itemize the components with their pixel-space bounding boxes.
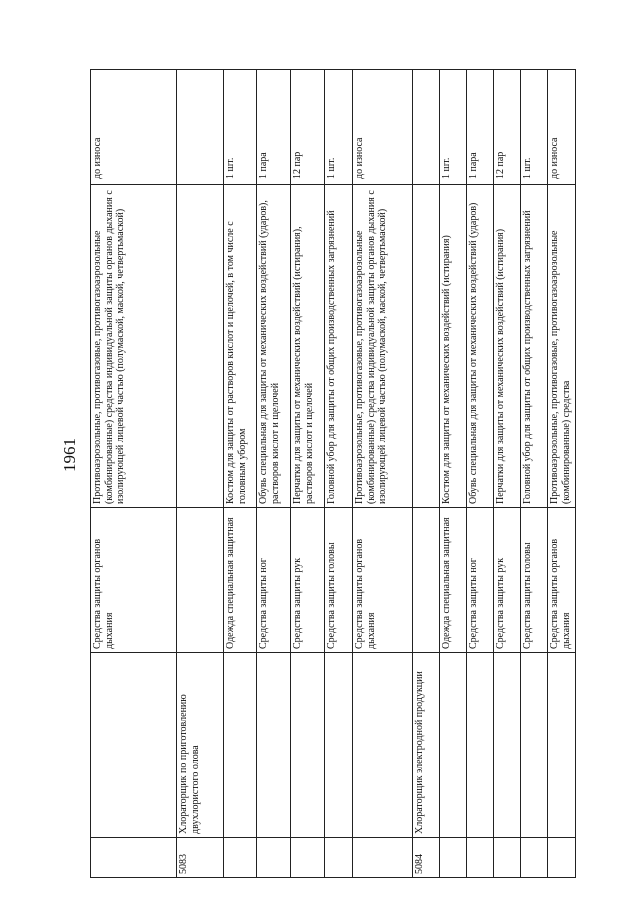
- description-cell: Костюм для защиты от механических воздействий (истирания): [440, 185, 467, 508]
- code-cell: [353, 838, 413, 878]
- rotated-table-wrapper: [90, 70, 572, 878]
- quantity-cell: 1 шт.: [440, 70, 467, 185]
- table-row: [353, 70, 413, 878]
- category-cell: [177, 508, 224, 653]
- table-row: [521, 70, 548, 878]
- table-row: [291, 70, 325, 878]
- code-cell: [494, 838, 521, 878]
- category-cell: Средства защиты органов дыхания: [91, 508, 177, 653]
- table-row: [325, 70, 353, 878]
- description-cell: Противоаэрозольные, противогазовые, противогазоаэрозольные (комбинированные) средства: [548, 185, 576, 508]
- category-cell: Средства защиты ног: [257, 508, 291, 653]
- code-cell: [291, 838, 325, 878]
- category-cell: Средства защиты рук: [291, 508, 325, 653]
- category-cell: Одежда специальная защитная: [224, 508, 257, 653]
- quantity-cell: 12 пар: [291, 70, 325, 185]
- description-cell: Перчатки для защиты от механических воздействий (истирания), растворов кислот и щелочей: [291, 185, 325, 508]
- description-cell: Перчатки для защиты от механических воздействий (истирания): [494, 185, 521, 508]
- description-cell: Обувь специальная для защиты от механических воздействий (ударов), растворов кислот и щелочей: [257, 185, 291, 508]
- quantity-cell: до износа: [91, 70, 177, 185]
- description-cell: Костюм для защиты от растворов кислот и щелочей, в том числе с головным убором: [224, 185, 257, 508]
- table-row: [413, 70, 440, 878]
- table-row: [548, 70, 576, 878]
- description-cell: Противоаэрозольные, противогазовые, противогазоаэрозольные (комбинированные) средства индивидуальной защиты органов дыхания с изолирующей лицевой частью (полумаской, маской, четвертьмаской): [353, 185, 413, 508]
- category-cell: Средства защиты головы: [325, 508, 353, 653]
- quantity-cell: 12 пар: [494, 70, 521, 185]
- table-row: [494, 70, 521, 878]
- quantity-cell: до износа: [353, 70, 413, 185]
- description-cell: [177, 185, 224, 508]
- profession-cell: [467, 653, 494, 838]
- quantity-cell: 1 шт.: [521, 70, 548, 185]
- profession-cell: [91, 653, 177, 838]
- quantity-cell: 1 шт.: [325, 70, 353, 185]
- page-number: 1961: [60, 438, 79, 472]
- description-cell: Головной убор для защиты от общих производственных загрязнений: [325, 185, 353, 508]
- table-row: [91, 70, 177, 878]
- quantity-cell: 1 пара: [467, 70, 494, 185]
- description-cell: Головной убор для защиты от общих производственных загрязнений: [521, 185, 548, 508]
- category-cell: Средства защиты рук: [494, 508, 521, 653]
- profession-cell: [521, 653, 548, 838]
- category-cell: Средства защиты ног: [467, 508, 494, 653]
- table-row: [467, 70, 494, 878]
- category-cell: Одежда специальная защитная: [440, 508, 467, 653]
- code-cell: [224, 838, 257, 878]
- description-cell: [413, 185, 440, 508]
- table-row: [440, 70, 467, 878]
- code-cell: [91, 838, 177, 878]
- profession-cell: Хлораторщик электродной продукции: [413, 653, 440, 838]
- table-row: [257, 70, 291, 878]
- profession-cell: [353, 653, 413, 838]
- quantity-cell: [413, 70, 440, 185]
- profession-cell: [325, 653, 353, 838]
- profession-cell: [440, 653, 467, 838]
- profession-cell: [494, 653, 521, 838]
- category-cell: [413, 508, 440, 653]
- description-cell: Обувь специальная для защиты от механических воздействий (ударов): [467, 185, 494, 508]
- category-cell: Средства защиты органов дыхания: [353, 508, 413, 653]
- profession-cell: [291, 653, 325, 838]
- profession-cell: Хлораторщик по приготовлению двухлористого олова: [177, 653, 224, 838]
- category-cell: Средства защиты органов дыхания: [548, 508, 576, 653]
- category-cell: Средства защиты головы: [521, 508, 548, 653]
- code-cell: [440, 838, 467, 878]
- table-row: [224, 70, 257, 878]
- quantity-cell: 1 пара: [257, 70, 291, 185]
- profession-cell: [257, 653, 291, 838]
- description-cell: Противоаэрозольные, противогазовые, противогазоаэрозольные (комбинированные) средства индивидуальной защиты органов дыхания с изолирующей лицевой частью (полумаской, маской, четвертьмаской): [91, 185, 177, 508]
- code-cell: [521, 838, 548, 878]
- code-cell: 5083: [177, 838, 224, 878]
- quantity-cell: [177, 70, 224, 185]
- code-cell: [257, 838, 291, 878]
- ppe-norms-table: [90, 69, 576, 878]
- code-cell: [467, 838, 494, 878]
- quantity-cell: 1 шт.: [224, 70, 257, 185]
- code-cell: 5084: [413, 838, 440, 878]
- code-cell: [548, 838, 576, 878]
- table-row: [177, 70, 224, 878]
- profession-cell: [224, 653, 257, 838]
- quantity-cell: до износа: [548, 70, 576, 185]
- code-cell: [325, 838, 353, 878]
- profession-cell: [548, 653, 576, 838]
